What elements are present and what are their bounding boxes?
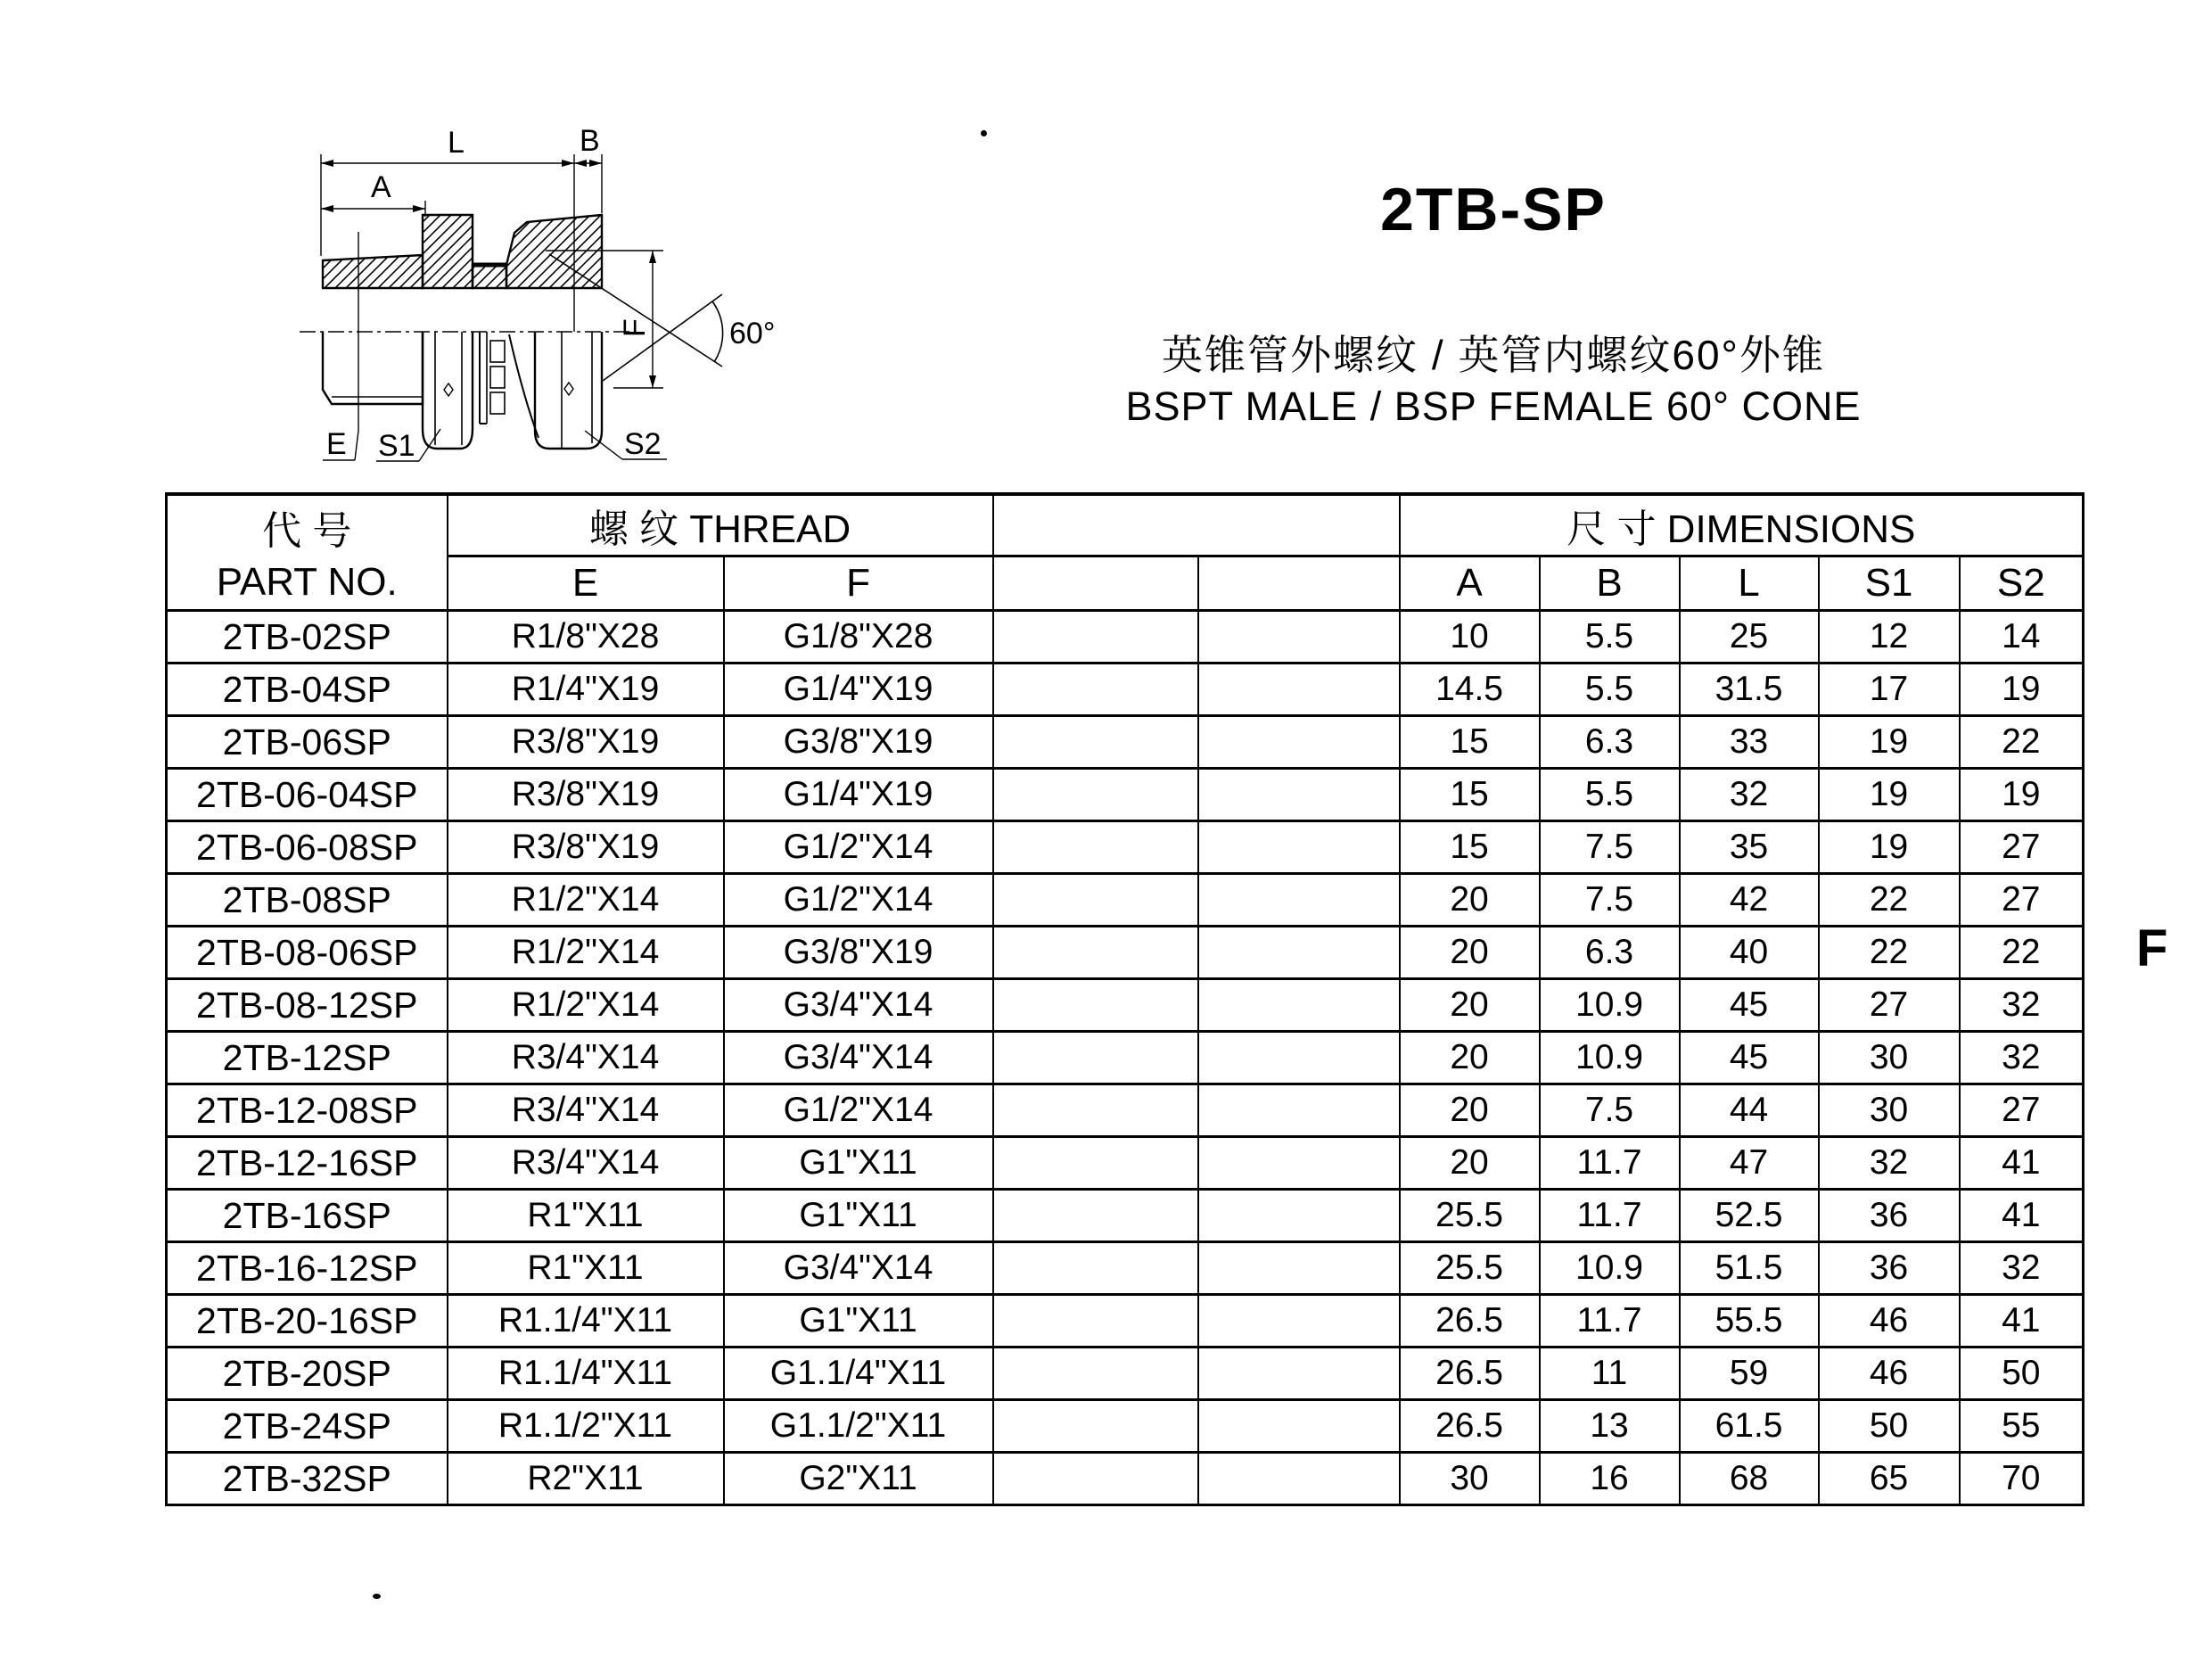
cell-dim-l: 59: [1680, 1348, 1819, 1400]
cell-part-no: 2TB-24SP: [167, 1400, 448, 1453]
header-col-l: L: [1680, 556, 1819, 611]
cell-dim-s1: 36: [1819, 1190, 1960, 1242]
cell-thread-f: G1/2"X14: [724, 874, 993, 927]
cell-dim-l: 33: [1680, 716, 1819, 769]
cell-dim-s2: 55: [1960, 1400, 2084, 1453]
cell-dim-a: 15: [1400, 769, 1540, 821]
cell-dim-l: 42: [1680, 874, 1819, 927]
cell-dim-a: 20: [1400, 1137, 1540, 1190]
cell-thread-f: G1"X11: [724, 1295, 993, 1348]
cell-thread-e: R1"X11: [448, 1242, 724, 1295]
cell-blank-1: [993, 1348, 1198, 1400]
cell-dim-b: 5.5: [1540, 769, 1680, 821]
cell-dim-s2: 41: [1960, 1295, 2084, 1348]
cell-blank-2: [1198, 1032, 1400, 1084]
cell-dim-b: 5.5: [1540, 611, 1680, 664]
table-row: [167, 1348, 2084, 1400]
subtitle-chinese: 英锥管外螺纹 / 英管内螺纹60°外锥: [1162, 332, 1825, 378]
header-col-s2: S2: [1960, 556, 2084, 611]
cell-thread-f: G1/4"X19: [724, 664, 993, 716]
cell-part-no: 2TB-06SP: [167, 716, 448, 769]
cell-blank-2: [1198, 1295, 1400, 1348]
cell-dim-b: 6.3: [1540, 716, 1680, 769]
cell-dim-a: 14.5: [1400, 664, 1540, 716]
cell-dim-s2: 70: [1960, 1453, 2084, 1505]
cell-thread-e: R1/4"X19: [448, 664, 724, 716]
cell-thread-e: R3/8"X19: [448, 716, 724, 769]
cell-dim-l: 47: [1680, 1137, 1819, 1190]
cell-blank-2: [1198, 664, 1400, 716]
cell-blank-1: [993, 1137, 1198, 1190]
cell-blank-2: [1198, 1190, 1400, 1242]
cell-dim-l: 61.5: [1680, 1400, 1819, 1453]
cell-thread-e: R1.1/2"X11: [448, 1400, 724, 1453]
header-blank-group: [993, 494, 1400, 556]
subtitle-english: BSPT MALE / BSP FEMALE 60° CONE: [1125, 383, 1862, 429]
cell-dim-s1: 19: [1819, 821, 1960, 874]
cell-thread-f: G1"X11: [724, 1190, 993, 1242]
cell-dim-s1: 19: [1819, 769, 1960, 821]
hex-s1-section: [423, 215, 473, 288]
scan-speck: [373, 1594, 381, 1599]
cell-blank-1: [993, 1400, 1198, 1453]
cell-dim-a: 25.5: [1400, 1242, 1540, 1295]
page-tab-letter: F: [2136, 919, 2168, 977]
cell-part-no: 2TB-20-16SP: [167, 1295, 448, 1348]
cell-blank-1: [993, 1453, 1198, 1505]
cell-dim-a: 10: [1400, 611, 1540, 664]
cell-dim-b: 7.5: [1540, 1084, 1680, 1137]
cell-thread-f: G3/4"X14: [724, 1032, 993, 1084]
header-col-b: B: [1540, 556, 1680, 611]
cell-dim-s1: 32: [1819, 1137, 1960, 1190]
cell-dim-a: 15: [1400, 716, 1540, 769]
cell-blank-2: [1198, 821, 1400, 874]
header-dimensions: 尺 寸 DIMENSIONS: [1400, 494, 2084, 556]
cell-dim-a: 20: [1400, 979, 1540, 1032]
cell-dim-s1: 22: [1819, 874, 1960, 927]
dim-label-s1: S1: [378, 429, 415, 463]
cell-dim-l: 31.5: [1680, 664, 1819, 716]
header-col-f: F: [724, 556, 993, 611]
cell-part-no: 2TB-08-06SP: [167, 927, 448, 979]
cell-blank-1: [993, 1032, 1198, 1084]
table-row: [167, 769, 2084, 821]
table-row: [167, 1400, 2084, 1453]
cell-thread-f: G1/2"X14: [724, 821, 993, 874]
cell-dim-b: 16: [1540, 1453, 1680, 1505]
cell-thread-e: R3/8"X19: [448, 769, 724, 821]
table-row: [167, 874, 2084, 927]
header-part-no-cn: 代 号: [262, 508, 352, 553]
cell-blank-1: [993, 1242, 1198, 1295]
header-part-no-en: PART NO.: [216, 559, 398, 604]
cell-blank-1: [993, 611, 1198, 664]
dim-label-b: B: [580, 124, 600, 158]
cell-thread-f: G3/4"X14: [724, 1242, 993, 1295]
spec-table-header: [167, 494, 2084, 611]
table-row: [167, 821, 2084, 874]
page-title: 2TB-SP: [1380, 176, 1607, 243]
cell-blank-2: [1198, 1348, 1400, 1400]
cell-part-no: 2TB-16SP: [167, 1190, 448, 1242]
cell-blank-2: [1198, 927, 1400, 979]
table-row: [167, 1032, 2084, 1084]
cell-dim-a: 30: [1400, 1453, 1540, 1505]
cell-dim-l: 44: [1680, 1084, 1819, 1137]
cell-thread-e: R3/4"X14: [448, 1137, 724, 1190]
header-thread: 螺 纹 THREAD: [448, 494, 993, 556]
cell-part-no: 2TB-04SP: [167, 664, 448, 716]
male-thread-outline: [323, 332, 423, 404]
cell-dim-b: 13: [1540, 1400, 1680, 1453]
header-blank-2: [1198, 556, 1400, 611]
cell-thread-f: G1/2"X14: [724, 1084, 993, 1137]
cell-dim-l: 32: [1680, 769, 1819, 821]
header-blank-1: [993, 556, 1198, 611]
cell-blank-1: [993, 1295, 1198, 1348]
cell-thread-e: R1.1/4"X11: [448, 1348, 724, 1400]
cell-dim-l: 35: [1680, 821, 1819, 874]
cell-dim-b: 10.9: [1540, 979, 1680, 1032]
dim-label-l: L: [448, 126, 465, 160]
cell-blank-1: [993, 1084, 1198, 1137]
cell-blank-1: [993, 874, 1198, 927]
cell-blank-2: [1198, 1400, 1400, 1453]
cell-dim-s1: 17: [1819, 664, 1960, 716]
cell-thread-f: G3/4"X14: [724, 979, 993, 1032]
table-row: [167, 1295, 2084, 1348]
cell-dim-b: 5.5: [1540, 664, 1680, 716]
cell-blank-1: [993, 979, 1198, 1032]
table-row: [167, 1242, 2084, 1295]
nut-s2-section: [506, 215, 602, 288]
cell-blank-2: [1198, 874, 1400, 927]
hex-s1-centermark: [444, 383, 453, 396]
cell-part-no: 2TB-08-12SP: [167, 979, 448, 1032]
cell-thread-f: G1/8"X28: [724, 611, 993, 664]
cell-dim-s2: 19: [1960, 769, 2084, 821]
cell-dim-s2: 27: [1960, 874, 2084, 927]
cell-part-no: 2TB-20SP: [167, 1348, 448, 1400]
cell-dim-s2: 27: [1960, 1084, 2084, 1137]
cell-part-no: 2TB-02SP: [167, 611, 448, 664]
cell-thread-f: G1.1/4"X11: [724, 1348, 993, 1400]
cell-dim-a: 20: [1400, 927, 1540, 979]
cell-thread-e: R1/2"X14: [448, 874, 724, 927]
table-row: [167, 1137, 2084, 1190]
cell-dim-s2: 27: [1960, 821, 2084, 874]
table-row: [167, 979, 2084, 1032]
cell-thread-f: G3/8"X19: [724, 927, 993, 979]
cell-dim-s1: 30: [1819, 1032, 1960, 1084]
cell-thread-e: R3/4"X14: [448, 1032, 724, 1084]
cell-thread-e: R2"X11: [448, 1453, 724, 1505]
dim-label-a: A: [371, 170, 391, 204]
cell-dim-a: 20: [1400, 874, 1540, 927]
cell-dim-b: 7.5: [1540, 874, 1680, 927]
table-row: [167, 716, 2084, 769]
technical-drawing: [248, 76, 818, 495]
table-row: [167, 927, 2084, 979]
cell-dim-s2: 22: [1960, 927, 2084, 979]
cell-thread-e: R3/8"X19: [448, 821, 724, 874]
header-part-no: [167, 494, 448, 611]
spec-table-body: [167, 611, 2084, 1505]
cell-dim-l: 40: [1680, 927, 1819, 979]
cell-dim-b: 11.7: [1540, 1137, 1680, 1190]
cell-part-no: 2TB-12SP: [167, 1032, 448, 1084]
cell-blank-1: [993, 1190, 1198, 1242]
cell-thread-e: R1/2"X14: [448, 927, 724, 979]
cell-dim-l: 51.5: [1680, 1242, 1819, 1295]
cell-dim-s2: 32: [1960, 1242, 2084, 1295]
cell-dim-s1: 50: [1819, 1400, 1960, 1453]
cell-dim-s2: 32: [1960, 979, 2084, 1032]
cell-dim-l: 45: [1680, 979, 1819, 1032]
cell-dim-b: 10.9: [1540, 1242, 1680, 1295]
cell-dim-s2: 50: [1960, 1348, 2084, 1400]
cell-dim-s2: 41: [1960, 1137, 2084, 1190]
cell-dim-b: 11.7: [1540, 1295, 1680, 1348]
cell-dim-s1: 30: [1819, 1084, 1960, 1137]
cell-thread-e: R1/2"X14: [448, 979, 724, 1032]
cell-blank-2: [1198, 611, 1400, 664]
cell-part-no: 2TB-12-16SP: [167, 1137, 448, 1190]
cell-thread-e: R1"X11: [448, 1190, 724, 1242]
cell-dim-b: 6.3: [1540, 927, 1680, 979]
cell-dim-l: 68: [1680, 1453, 1819, 1505]
scan-speck: [981, 130, 987, 136]
cell-dim-s1: 36: [1819, 1242, 1960, 1295]
male-thread-section: [323, 255, 423, 288]
cell-blank-2: [1198, 769, 1400, 821]
cell-blank-2: [1198, 1084, 1400, 1137]
cell-dim-s1: 65: [1819, 1453, 1960, 1505]
cell-blank-2: [1198, 1242, 1400, 1295]
cell-dim-s2: 19: [1960, 664, 2084, 716]
header-col-a: A: [1400, 556, 1540, 611]
cone-line-upper: [549, 254, 722, 367]
cell-dim-b: 11.7: [1540, 1190, 1680, 1242]
cell-blank-2: [1198, 979, 1400, 1032]
table-row: [167, 1084, 2084, 1137]
cell-thread-f: G1"X11: [724, 1137, 993, 1190]
dim-label-f: F: [618, 318, 652, 337]
cell-blank-2: [1198, 1453, 1400, 1505]
cell-dim-s2: 41: [1960, 1190, 2084, 1242]
cell-blank-1: [993, 821, 1198, 874]
cell-dim-a: 15: [1400, 821, 1540, 874]
cell-dim-s1: 22: [1819, 927, 1960, 979]
cell-part-no: 2TB-06-08SP: [167, 821, 448, 874]
cell-blank-1: [993, 927, 1198, 979]
cell-dim-a: 26.5: [1400, 1295, 1540, 1348]
cell-thread-f: G1.1/2"X11: [724, 1400, 993, 1453]
cell-dim-s1: 46: [1819, 1348, 1960, 1400]
cell-dim-a: 26.5: [1400, 1348, 1540, 1400]
spec-table: [165, 492, 2085, 1506]
groove-section: [473, 265, 506, 288]
cell-part-no: 2TB-16-12SP: [167, 1242, 448, 1295]
cell-dim-b: 7.5: [1540, 821, 1680, 874]
cell-blank-1: [993, 769, 1198, 821]
cell-dim-b: 10.9: [1540, 1032, 1680, 1084]
cell-dim-s2: 14: [1960, 611, 2084, 664]
table-row: [167, 1453, 2084, 1505]
section-upper-half: [323, 215, 602, 288]
cell-dim-b: 11: [1540, 1348, 1680, 1400]
exterior-lower-half: [323, 332, 602, 449]
cell-dim-a: 26.5: [1400, 1400, 1540, 1453]
cell-thread-e: R1/8"X28: [448, 611, 724, 664]
dim-label-s2: S2: [624, 427, 662, 461]
table-row: [167, 1190, 2084, 1242]
cell-part-no: 2TB-12-08SP: [167, 1084, 448, 1137]
cone-angle-arc: [712, 301, 723, 362]
table-row: [167, 611, 2084, 664]
cell-dim-a: 25.5: [1400, 1190, 1540, 1242]
header-col-s1: S1: [1819, 556, 1960, 611]
cell-blank-2: [1198, 716, 1400, 769]
cell-part-no: 2TB-08SP: [167, 874, 448, 927]
cell-blank-2: [1198, 1137, 1400, 1190]
cell-thread-e: R1.1/4"X11: [448, 1295, 724, 1348]
cell-dim-s1: 19: [1819, 716, 1960, 769]
cell-thread-e: R3/4"X14: [448, 1084, 724, 1137]
cell-dim-l: 55.5: [1680, 1295, 1819, 1348]
cell-part-no: 2TB-32SP: [167, 1453, 448, 1505]
nut-s2-centermark: [564, 383, 573, 395]
cell-thread-f: G2"X11: [724, 1453, 993, 1505]
header-col-e: E: [448, 556, 724, 611]
cell-dim-s2: 22: [1960, 716, 2084, 769]
angle-label-60: 60°: [729, 317, 776, 350]
cell-dim-s1: 12: [1819, 611, 1960, 664]
cell-dim-a: 20: [1400, 1032, 1540, 1084]
table-row: [167, 664, 2084, 716]
dim-label-e: E: [326, 427, 347, 461]
cell-dim-s1: 46: [1819, 1295, 1960, 1348]
cell-part-no: 2TB-06-04SP: [167, 769, 448, 821]
cell-dim-s1: 27: [1819, 979, 1960, 1032]
cell-blank-1: [993, 716, 1198, 769]
cell-dim-s2: 32: [1960, 1032, 2084, 1084]
cell-dim-l: 52.5: [1680, 1190, 1819, 1242]
cell-dim-a: 20: [1400, 1084, 1540, 1137]
cell-thread-f: G3/8"X19: [724, 716, 993, 769]
cell-blank-1: [993, 664, 1198, 716]
cell-thread-f: G1/4"X19: [724, 769, 993, 821]
cell-dim-l: 45: [1680, 1032, 1819, 1084]
cell-dim-l: 25: [1680, 611, 1819, 664]
